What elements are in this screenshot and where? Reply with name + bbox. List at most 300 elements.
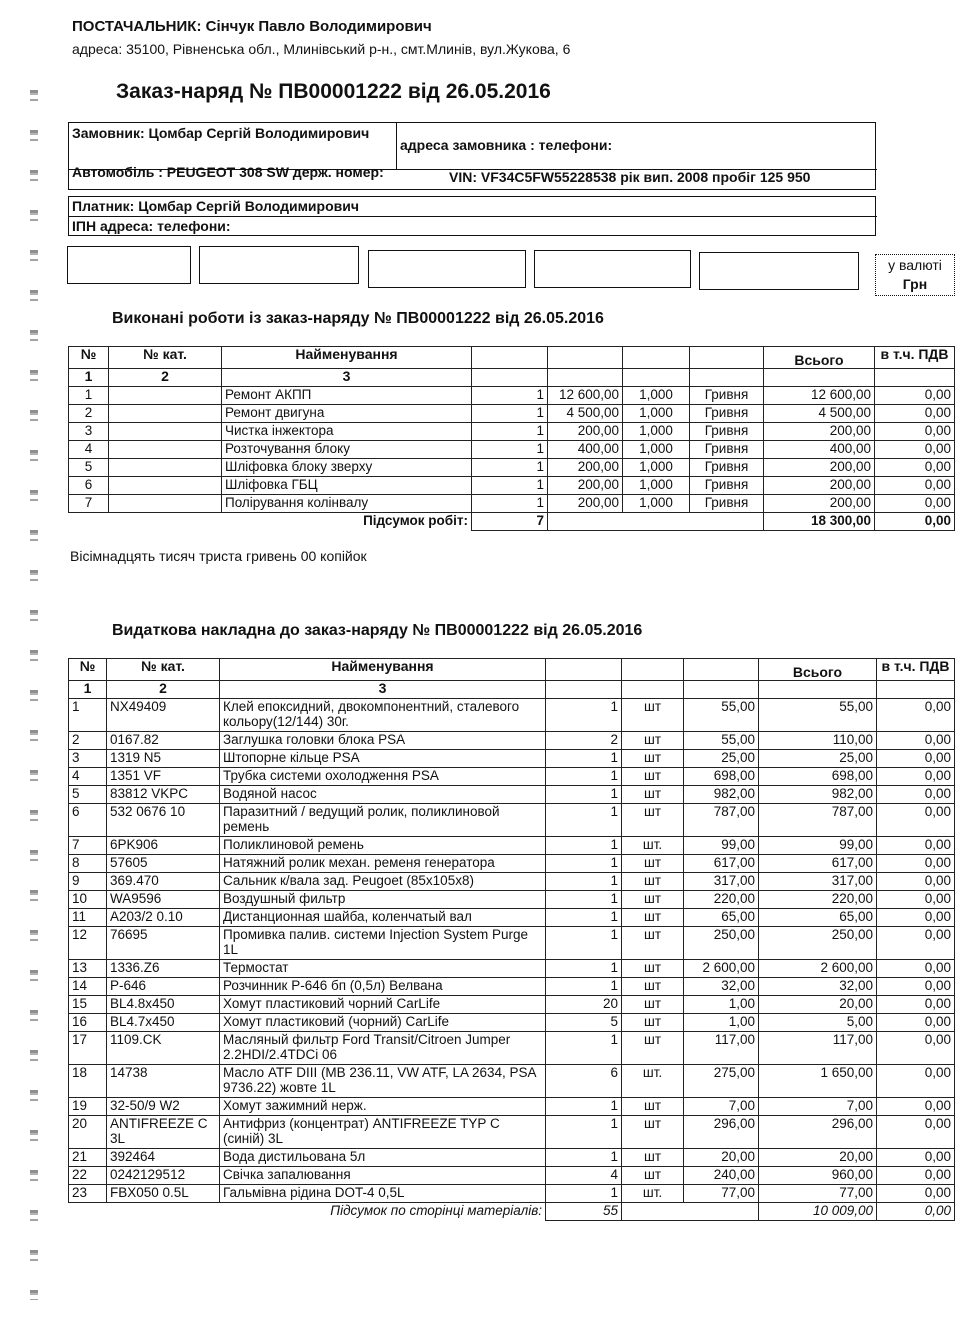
materials-row-price: 698,00	[684, 768, 759, 786]
materials-row-total: 2 600,00	[759, 960, 877, 978]
materials-summary-label: Підсумок по сторінці матеріалів:	[220, 1203, 546, 1221]
works-row-qty: 1	[472, 459, 548, 477]
materials-row	[69, 1185, 955, 1203]
materials-row-qty: 1	[546, 699, 622, 732]
works-row-price: 200,00	[548, 423, 623, 441]
materials-row-cat: P-646	[107, 978, 220, 996]
materials-row	[69, 804, 955, 837]
customer-vin: VIN: VF34C5FW55228538 рік вип. 2008 пробіг 125 950	[449, 169, 811, 185]
materials-row-total: 787,00	[759, 804, 877, 837]
materials-row-cat: BL4.7x450	[107, 1014, 220, 1032]
materials-row-price: 1,00	[684, 1014, 759, 1032]
materials-row	[69, 750, 955, 768]
materials-row-qty: 1	[546, 750, 622, 768]
materials-row-no: 14	[69, 978, 107, 996]
materials-row-qty: 1	[546, 909, 622, 927]
materials-row	[69, 1167, 955, 1185]
materials-row-no: 9	[69, 873, 107, 891]
materials-row-cat: 57605	[107, 855, 220, 873]
works-summary-total: 18 300,00	[764, 513, 875, 531]
materials-summary-vat: 0,00	[877, 1203, 955, 1221]
customer-address-phones: адреса замовника : телефони:	[400, 137, 613, 153]
materials-row-price: 55,00	[684, 732, 759, 750]
materials-row-name: Гальмівна рідина DOT-4 0,5L	[220, 1185, 546, 1203]
materials-row-price: 617,00	[684, 855, 759, 873]
materials-row-name: Хомут пластиковий чорний CarLife	[220, 996, 546, 1014]
materials-row-cat: FBX050 0.5L	[107, 1185, 220, 1203]
works-row-name: Розточування блоку	[222, 441, 472, 459]
works-row-total: 200,00	[764, 459, 875, 477]
materials-row	[69, 978, 955, 996]
customer-name: Замовник: Цомбар Сергій Володимирович	[72, 125, 370, 141]
materials-subheader-cat: 2	[107, 681, 220, 699]
works-summary-label: Підсумок робіт:	[222, 513, 472, 531]
materials-row-name: Масляный фильтр Ford Transit/Citroen Jumper 2.2HDI/2.4TDCi 06	[220, 1032, 546, 1065]
materials-row-no: 12	[69, 927, 107, 960]
materials-row-qty: 1	[546, 1185, 622, 1203]
materials-row-qty: 1	[546, 927, 622, 960]
materials-row-name: Поликлиновой ремень	[220, 837, 546, 855]
materials-row	[69, 1149, 955, 1167]
works-header-name: Найменування	[222, 347, 472, 369]
empty-box-2	[199, 246, 359, 284]
materials-row-qty: 1	[546, 960, 622, 978]
materials-row-qty: 5	[546, 1014, 622, 1032]
empty-box-1	[67, 246, 191, 284]
materials-row-price: 65,00	[684, 909, 759, 927]
materials-row-cat: 0167.82	[107, 732, 220, 750]
works-row-cat	[109, 387, 222, 405]
materials-subheader-no: 1	[69, 681, 107, 699]
works-row-cat	[109, 477, 222, 495]
materials-row-price: 250,00	[684, 927, 759, 960]
materials-row-cat: WA9596	[107, 891, 220, 909]
materials-row-price: 2 600,00	[684, 960, 759, 978]
materials-row-name: Масло ATF DIII (MB 236.11, VW ATF, LA 2634, PSA 9736.22) жовте 1L	[220, 1065, 546, 1098]
works-row-name: Ремонт АКПП	[222, 387, 472, 405]
empty-box-3	[368, 250, 526, 288]
materials-row-name: Трубка системи охолодження PSA	[220, 768, 546, 786]
materials-row-price: 77,00	[684, 1185, 759, 1203]
materials-row-no: 16	[69, 1014, 107, 1032]
materials-row-total: 20,00	[759, 996, 877, 1014]
materials-row-total: 77,00	[759, 1185, 877, 1203]
materials-row-unit: шт	[622, 768, 684, 786]
materials-row-name: Вода дистильована 5л	[220, 1149, 546, 1167]
works-row-cat	[109, 405, 222, 423]
works-row-qty: 1	[472, 477, 548, 495]
materials-row	[69, 1116, 955, 1149]
works-row-unit: Гривня	[690, 387, 764, 405]
works-row-total: 200,00	[764, 423, 875, 441]
works-row-no: 5	[69, 459, 109, 477]
works-row-coef: 1,000	[623, 405, 690, 423]
materials-row-qty: 1	[546, 855, 622, 873]
works-row-total: 400,00	[764, 441, 875, 459]
materials-row-cat: 1319 N5	[107, 750, 220, 768]
works-subheader-name: 3	[222, 369, 472, 387]
works-row-price: 200,00	[548, 495, 623, 513]
materials-row-price: 296,00	[684, 1116, 759, 1149]
works-row-coef: 1,000	[623, 423, 690, 441]
works-row-name: Чистка інжектора	[222, 423, 472, 441]
materials-row-qty: 1	[546, 804, 622, 837]
supplier-name: ПОСТАЧАЛЬНИК: Сінчук Павло Володимирович	[72, 18, 432, 35]
materials-row-unit: шт	[622, 1149, 684, 1167]
materials-row-price: 20,00	[684, 1149, 759, 1167]
materials-row-price: 317,00	[684, 873, 759, 891]
works-row	[69, 423, 955, 441]
materials-row-price: 117,00	[684, 1032, 759, 1065]
materials-row-cat: 369.470	[107, 873, 220, 891]
works-row-no: 2	[69, 405, 109, 423]
materials-row-cat: NX49409	[107, 699, 220, 732]
currency-value: Грн	[902, 276, 928, 292]
materials-header-total: Всього	[759, 659, 877, 681]
materials-header-no: №	[69, 659, 107, 681]
works-header-total: Всього	[764, 347, 875, 369]
materials-header-cat: № кат.	[107, 659, 220, 681]
works-subheader-no: 1	[69, 369, 109, 387]
materials-row-vat: 0,00	[877, 996, 955, 1014]
materials-row	[69, 873, 955, 891]
materials-row-no: 2	[69, 732, 107, 750]
materials-row-cat: 83812 VKPC	[107, 786, 220, 804]
materials-row-no: 22	[69, 1167, 107, 1185]
materials-row-price: 240,00	[684, 1167, 759, 1185]
works-row-total: 200,00	[764, 477, 875, 495]
payer-block	[68, 196, 876, 236]
materials-row-total: 32,00	[759, 978, 877, 996]
currency-label: у валюті	[888, 257, 942, 273]
materials-row-vat: 0,00	[877, 1167, 955, 1185]
materials-row-price: 99,00	[684, 837, 759, 855]
works-row-no: 1	[69, 387, 109, 405]
works-header-no: №	[69, 347, 109, 369]
materials-row-price: 982,00	[684, 786, 759, 804]
materials-row-cat: 6PK906	[107, 837, 220, 855]
materials-row-name: Паразитний / ведущий ролик, поликлиновой ремень	[220, 804, 546, 837]
materials-row-unit: шт	[622, 1098, 684, 1116]
works-row-unit: Гривня	[690, 495, 764, 513]
works-header-cat: № кат.	[109, 347, 222, 369]
materials-row-unit: шт	[622, 786, 684, 804]
materials-row-total: 250,00	[759, 927, 877, 960]
materials-row-name: Сальник к/вала зад. Peugoet (85x105x8)	[220, 873, 546, 891]
works-row-qty: 1	[472, 441, 548, 459]
materials-row	[69, 891, 955, 909]
materials-row-cat: 14738	[107, 1065, 220, 1098]
materials-row-total: 317,00	[759, 873, 877, 891]
materials-row-vat: 0,00	[877, 786, 955, 804]
works-row-qty: 1	[472, 405, 548, 423]
materials-row-price: 1,00	[684, 996, 759, 1014]
materials-row-total: 296,00	[759, 1116, 877, 1149]
materials-row-vat: 0,00	[877, 909, 955, 927]
works-sum-in-words: Вісімнадцять тисяч триста гривень 00 копійок	[70, 548, 367, 564]
materials-row-qty: 1	[546, 873, 622, 891]
materials-row-cat: 532 0676 10	[107, 804, 220, 837]
materials-row-vat: 0,00	[877, 1149, 955, 1167]
materials-row-qty: 1	[546, 978, 622, 996]
materials-row-vat: 0,00	[877, 1116, 955, 1149]
materials-row-qty: 1	[546, 1032, 622, 1065]
materials-row-cat: 392464	[107, 1149, 220, 1167]
materials-row-name: Натяжний ролик механ. ременя генератора	[220, 855, 546, 873]
works-summary-qty: 7	[472, 513, 548, 531]
materials-row-name: Заглушка головки блока PSA	[220, 732, 546, 750]
materials-row-vat: 0,00	[877, 873, 955, 891]
materials-row-unit: шт.	[622, 1185, 684, 1203]
materials-row-unit: шт.	[622, 1065, 684, 1098]
works-row-total: 200,00	[764, 495, 875, 513]
materials-row-qty: 2	[546, 732, 622, 750]
works-row-unit: Гривня	[690, 405, 764, 423]
works-row-qty: 1	[472, 387, 548, 405]
materials-row-name: Розчинник Р-646 бп (0,5л) Велвана	[220, 978, 546, 996]
materials-row	[69, 786, 955, 804]
materials-row-total: 698,00	[759, 768, 877, 786]
works-row-unit: Гривня	[690, 423, 764, 441]
materials-row-total: 117,00	[759, 1032, 877, 1065]
materials-row-qty: 6	[546, 1065, 622, 1098]
materials-row-unit: шт	[622, 699, 684, 732]
materials-heading: Видаткова накладна до заказ-наряду № ПВ00001222 від 26.05.2016	[112, 622, 643, 639]
materials-row-name: Антифриз (концентрат) ANTIFREEZE TYP C (синій) 3L	[220, 1116, 546, 1149]
works-row-price: 400,00	[548, 441, 623, 459]
materials-row-price: 55,00	[684, 699, 759, 732]
materials-row	[69, 1032, 955, 1065]
works-row-name: Ремонт двигуна	[222, 405, 472, 423]
materials-row-vat: 0,00	[877, 1185, 955, 1203]
materials-row-qty: 1	[546, 1098, 622, 1116]
materials-row-vat: 0,00	[877, 768, 955, 786]
materials-row-price: 275,00	[684, 1065, 759, 1098]
works-row-coef: 1,000	[623, 441, 690, 459]
materials-row-no: 1	[69, 699, 107, 732]
materials-row-total: 960,00	[759, 1167, 877, 1185]
works-row-vat: 0,00	[875, 495, 955, 513]
works-row-price: 4 500,00	[548, 405, 623, 423]
materials-row-qty: 20	[546, 996, 622, 1014]
works-row	[69, 387, 955, 405]
works-row-vat: 0,00	[875, 459, 955, 477]
materials-row-price: 32,00	[684, 978, 759, 996]
materials-row-cat: 1351 VF	[107, 768, 220, 786]
materials-summary-qty: 55	[546, 1203, 622, 1221]
materials-row-no: 18	[69, 1065, 107, 1098]
materials-row-price: 220,00	[684, 891, 759, 909]
works-row-unit: Гривня	[690, 441, 764, 459]
materials-row	[69, 732, 955, 750]
materials-row-qty: 1	[546, 768, 622, 786]
works-summary-vat: 0,00	[875, 513, 955, 531]
materials-row-qty: 1	[546, 837, 622, 855]
materials-row	[69, 1065, 955, 1098]
materials-row-vat: 0,00	[877, 699, 955, 732]
works-row	[69, 441, 955, 459]
materials-row-vat: 0,00	[877, 891, 955, 909]
materials-row-cat: 1109.CK	[107, 1032, 220, 1065]
materials-row	[69, 699, 955, 732]
payer-name: Платник: Цомбар Сергій Володимирович	[72, 198, 359, 214]
materials-row-no: 21	[69, 1149, 107, 1167]
materials-row-total: 99,00	[759, 837, 877, 855]
works-row-total: 4 500,00	[764, 405, 875, 423]
materials-row-qty: 1	[546, 786, 622, 804]
works-row-total: 12 600,00	[764, 387, 875, 405]
materials-row-cat: BL4.8x450	[107, 996, 220, 1014]
materials-row-name: Хомут зажимний нерж.	[220, 1098, 546, 1116]
materials-row	[69, 1014, 955, 1032]
materials-row-no: 23	[69, 1185, 107, 1203]
currency-box	[875, 254, 955, 296]
works-row-cat	[109, 441, 222, 459]
customer-block	[68, 122, 876, 190]
materials-row-total: 220,00	[759, 891, 877, 909]
materials-header-vat: в т.ч. ПДВ	[877, 659, 955, 681]
materials-row-name: Свічка запалювання	[220, 1167, 546, 1185]
empty-box-5	[699, 252, 859, 290]
works-row-cat	[109, 495, 222, 513]
materials-row-vat: 0,00	[877, 1032, 955, 1065]
materials-row-name: Штопорне кільце PSA	[220, 750, 546, 768]
materials-row	[69, 960, 955, 978]
materials-row-no: 8	[69, 855, 107, 873]
works-row-price: 12 600,00	[548, 387, 623, 405]
materials-row-unit: шт	[622, 1116, 684, 1149]
materials-summary-total: 10 009,00	[759, 1203, 877, 1221]
materials-row-name: Промивка палив. системи Injection System Purge 1L	[220, 927, 546, 960]
materials-row-price: 787,00	[684, 804, 759, 837]
materials-row-vat: 0,00	[877, 837, 955, 855]
materials-row-name: Воздушный фильтр	[220, 891, 546, 909]
materials-row	[69, 1098, 955, 1116]
materials-row-total: 5,00	[759, 1014, 877, 1032]
works-row	[69, 459, 955, 477]
works-row-no: 4	[69, 441, 109, 459]
works-heading: Виконані роботи із заказ-наряду № ПВ00001222 від 26.05.2016	[112, 310, 604, 327]
materials-row	[69, 837, 955, 855]
materials-row-total: 65,00	[759, 909, 877, 927]
materials-row-total: 617,00	[759, 855, 877, 873]
materials-row	[69, 927, 955, 960]
works-row-price: 200,00	[548, 477, 623, 495]
materials-row-total: 110,00	[759, 732, 877, 750]
works-row-qty: 1	[472, 495, 548, 513]
materials-row-no: 13	[69, 960, 107, 978]
materials-row-vat: 0,00	[877, 732, 955, 750]
materials-row-qty: 1	[546, 1116, 622, 1149]
materials-row-unit: шт	[622, 1032, 684, 1065]
works-row-no: 7	[69, 495, 109, 513]
materials-row-unit: шт	[622, 1014, 684, 1032]
works-row	[69, 477, 955, 495]
materials-row-unit: шт	[622, 750, 684, 768]
works-row-coef: 1,000	[623, 459, 690, 477]
materials-row-unit: шт	[622, 909, 684, 927]
materials-row-no: 20	[69, 1116, 107, 1149]
materials-row-cat: 0242129512	[107, 1167, 220, 1185]
materials-row-vat: 0,00	[877, 750, 955, 768]
materials-row-cat: A203/2 0.10	[107, 909, 220, 927]
works-row-coef: 1,000	[623, 387, 690, 405]
page-title: Заказ-наряд № ПВ00001222 від 26.05.2016	[116, 80, 551, 103]
materials-row-no: 17	[69, 1032, 107, 1065]
works-row-name: Полірування колінвалу	[222, 495, 472, 513]
materials-row-unit: шт	[622, 927, 684, 960]
payer-ipn: ІПН адреса: телефони:	[72, 218, 231, 234]
materials-row-total: 25,00	[759, 750, 877, 768]
works-row-vat: 0,00	[875, 477, 955, 495]
materials-row	[69, 855, 955, 873]
materials-subheader-name: 3	[220, 681, 546, 699]
materials-row	[69, 996, 955, 1014]
materials-row	[69, 909, 955, 927]
works-row-price: 200,00	[548, 459, 623, 477]
materials-row-vat: 0,00	[877, 960, 955, 978]
materials-row-vat: 0,00	[877, 927, 955, 960]
materials-table	[68, 658, 955, 1221]
customer-car: Автомобіль : PEUGEOT 308 SW держ. номер:	[72, 164, 384, 180]
materials-row-no: 5	[69, 786, 107, 804]
materials-row-unit: шт	[622, 804, 684, 837]
materials-row-no: 11	[69, 909, 107, 927]
materials-header-name: Найменування	[220, 659, 546, 681]
materials-row-unit: шт	[622, 732, 684, 750]
works-row-vat: 0,00	[875, 387, 955, 405]
materials-row-vat: 0,00	[877, 1065, 955, 1098]
works-row-name: Шліфовка блоку зверху	[222, 459, 472, 477]
materials-row-cat: 76695	[107, 927, 220, 960]
materials-row-total: 7,00	[759, 1098, 877, 1116]
materials-row-vat: 0,00	[877, 978, 955, 996]
works-row	[69, 405, 955, 423]
works-table	[68, 346, 955, 531]
materials-row-unit: шт.	[622, 837, 684, 855]
materials-row-name: Термостат	[220, 960, 546, 978]
works-row-name: Шліфовка ГБЦ	[222, 477, 472, 495]
works-row-coef: 1,000	[623, 477, 690, 495]
materials-row-no: 4	[69, 768, 107, 786]
materials-row-cat: 32-50/9 W2	[107, 1098, 220, 1116]
works-row-cat	[109, 459, 222, 477]
materials-row-price: 25,00	[684, 750, 759, 768]
works-row-vat: 0,00	[875, 423, 955, 441]
materials-row-qty: 1	[546, 1149, 622, 1167]
materials-row-vat: 0,00	[877, 1014, 955, 1032]
materials-row-unit: шт	[622, 1167, 684, 1185]
works-row-coef: 1,000	[623, 495, 690, 513]
materials-row-vat: 0,00	[877, 1098, 955, 1116]
materials-row-no: 6	[69, 804, 107, 837]
empty-box-4	[534, 250, 691, 288]
materials-row-name: Дистанционная шайба, коленчатый вал	[220, 909, 546, 927]
materials-row-qty: 4	[546, 1167, 622, 1185]
scan-edge-artifact	[30, 90, 38, 1300]
works-row-unit: Гривня	[690, 477, 764, 495]
works-row-qty: 1	[472, 423, 548, 441]
materials-row-unit: шт	[622, 960, 684, 978]
materials-row-price: 7,00	[684, 1098, 759, 1116]
works-row-vat: 0,00	[875, 441, 955, 459]
materials-row-no: 10	[69, 891, 107, 909]
materials-row-vat: 0,00	[877, 855, 955, 873]
materials-row-total: 982,00	[759, 786, 877, 804]
materials-row-no: 7	[69, 837, 107, 855]
materials-row-unit: шт	[622, 978, 684, 996]
materials-row-no: 3	[69, 750, 107, 768]
